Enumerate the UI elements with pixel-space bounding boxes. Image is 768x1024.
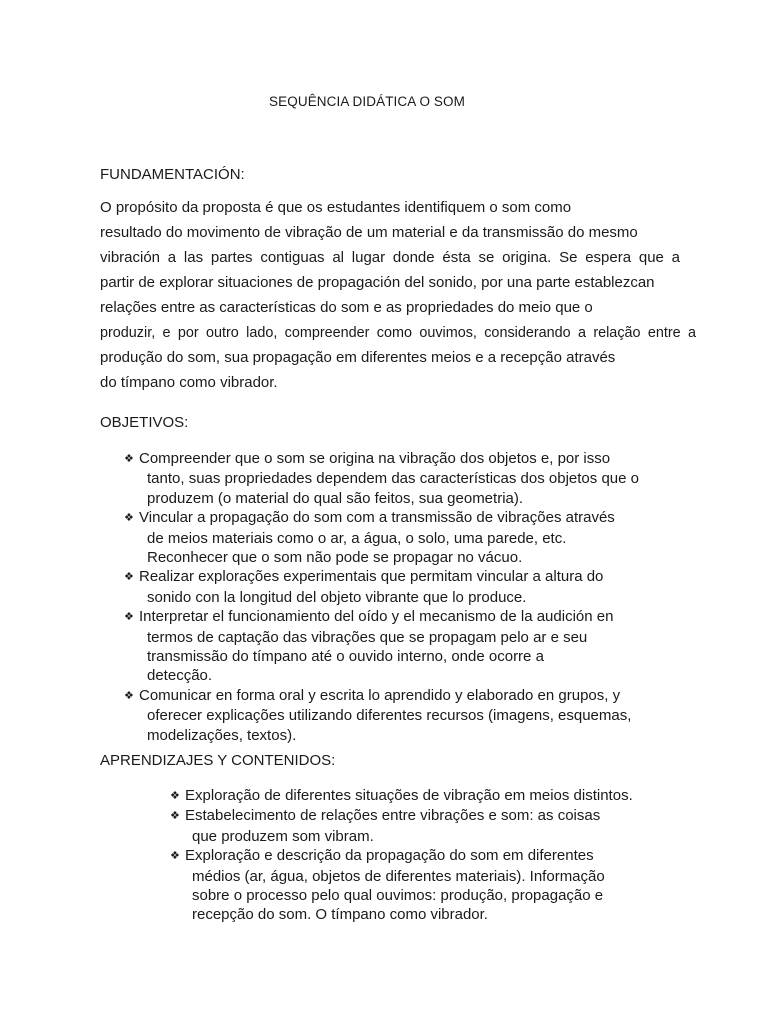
paragraph-line: partir de explorar situaciones de propagación del sonido, por una parte establezcan <box>100 274 655 291</box>
diamond-bullet-icon: ❖ <box>124 571 134 584</box>
list-item <box>124 449 639 508</box>
diamond-bullet-icon: ❖ <box>124 512 134 525</box>
paragraph-line: vibración a las partes contiguas al lugar donde ésta se origina. Se espera que a <box>100 249 680 266</box>
aprendizajes-heading: APRENDIZAJES Y CONTENIDOS: <box>100 752 336 769</box>
diamond-bullet-icon: ❖ <box>124 453 134 465</box>
list-item <box>170 786 633 806</box>
document-title: SEQUÊNCIA DIDÁTICA O SOM <box>269 94 465 109</box>
list-item-text: Compreender que o som se origina na vibração dos objetos e, por isso <box>139 450 611 467</box>
list-item <box>124 607 639 686</box>
list-item-text: médios (ar, água, objetos de diferentes materiais). Informação <box>192 867 605 885</box>
diamond-bullet-icon: ❖ <box>170 850 180 863</box>
list-item-text: tanto, suas propriedades dependem das características dos objetos que o <box>147 470 639 488</box>
paragraph-line: relações entre as características do som e as propriedades do meio que o <box>100 299 593 316</box>
objetivos-list <box>124 449 639 745</box>
list-item <box>170 846 633 925</box>
list-item-text: Realizar explorações experimentais que permitam vincular a altura do <box>139 568 604 586</box>
paragraph-line: resultado do movimento de vibração de um material e da transmissão do mesmo <box>100 224 638 241</box>
list-item-text: Exploração e descrição da propagação do som em diferentes <box>185 847 594 865</box>
list-item <box>170 806 633 846</box>
list-item <box>124 567 639 607</box>
diamond-bullet-icon: ❖ <box>170 810 180 823</box>
list-item-text: oferecer explicações utilizando diferentes recursos (imagens, esquemas, <box>147 707 632 725</box>
list-item-text: Interpretar el funcionamiento del oído y el mecanismo de la audición en <box>139 608 614 626</box>
list-item-text: Comunicar en forma oral y escrita lo aprendido y elaborado en grupos, y <box>139 686 621 704</box>
paragraph-line: do tímpano como vibrador. <box>100 374 278 391</box>
list-item-text: termos de captação das vibrações que se propagam pelo ar e seu <box>147 628 588 646</box>
list-item-text: de meios materiais como o ar, a água, o solo, uma parede, etc. <box>147 529 567 547</box>
list-item-text: produzem (o material do qual são feitos, sua geometria). <box>147 489 524 507</box>
list-item-text: sobre o processo pelo qual ouvimos: produção, propagação e <box>192 887 604 905</box>
list-item-text: Exploração de diferentes situações de vibração em meios distintos. <box>185 787 633 804</box>
list-item-text: que produzem som vibram. <box>192 827 374 845</box>
paragraph-line: O propósito da proposta é que os estudantes identifiquem o som como <box>100 199 572 216</box>
list-item <box>124 686 639 745</box>
list-item <box>124 508 639 567</box>
objetivos-heading: OBJETIVOS: <box>100 414 189 431</box>
list-item-text: Estabelecimento de relações entre vibrações e som: as coisas <box>185 807 601 825</box>
list-item-text: sonido con la longitud del objeto vibrante que lo produce. <box>147 588 527 606</box>
diamond-bullet-icon: ❖ <box>124 611 134 624</box>
fundamentacion-heading: FUNDAMENTACIÓN: <box>100 166 245 183</box>
list-item-text: transmissão do tímpano até o ouvido interno, onde ocorre a <box>147 648 544 666</box>
diamond-bullet-icon: ❖ <box>124 689 134 702</box>
list-item-text: modelizações, textos). <box>147 726 297 744</box>
paragraph-line: produzir, e por outro lado, compreender como ouvimos, considerando a relação entre a <box>100 325 696 341</box>
diamond-bullet-icon: ❖ <box>170 790 180 802</box>
aprendizajes-list <box>170 786 633 925</box>
list-item-text: recepção do som. O tímpano como vibrador. <box>192 906 488 924</box>
list-item-text: detecção. <box>147 667 213 685</box>
list-item-text: Vincular a propagação do som com a transmissão de vibrações através <box>139 509 615 527</box>
list-item-text: Reconhecer que o som não pode se propagar no vácuo. <box>147 549 523 567</box>
paragraph-line: produção do som, sua propagação em diferentes meios e a recepção através <box>100 349 616 366</box>
